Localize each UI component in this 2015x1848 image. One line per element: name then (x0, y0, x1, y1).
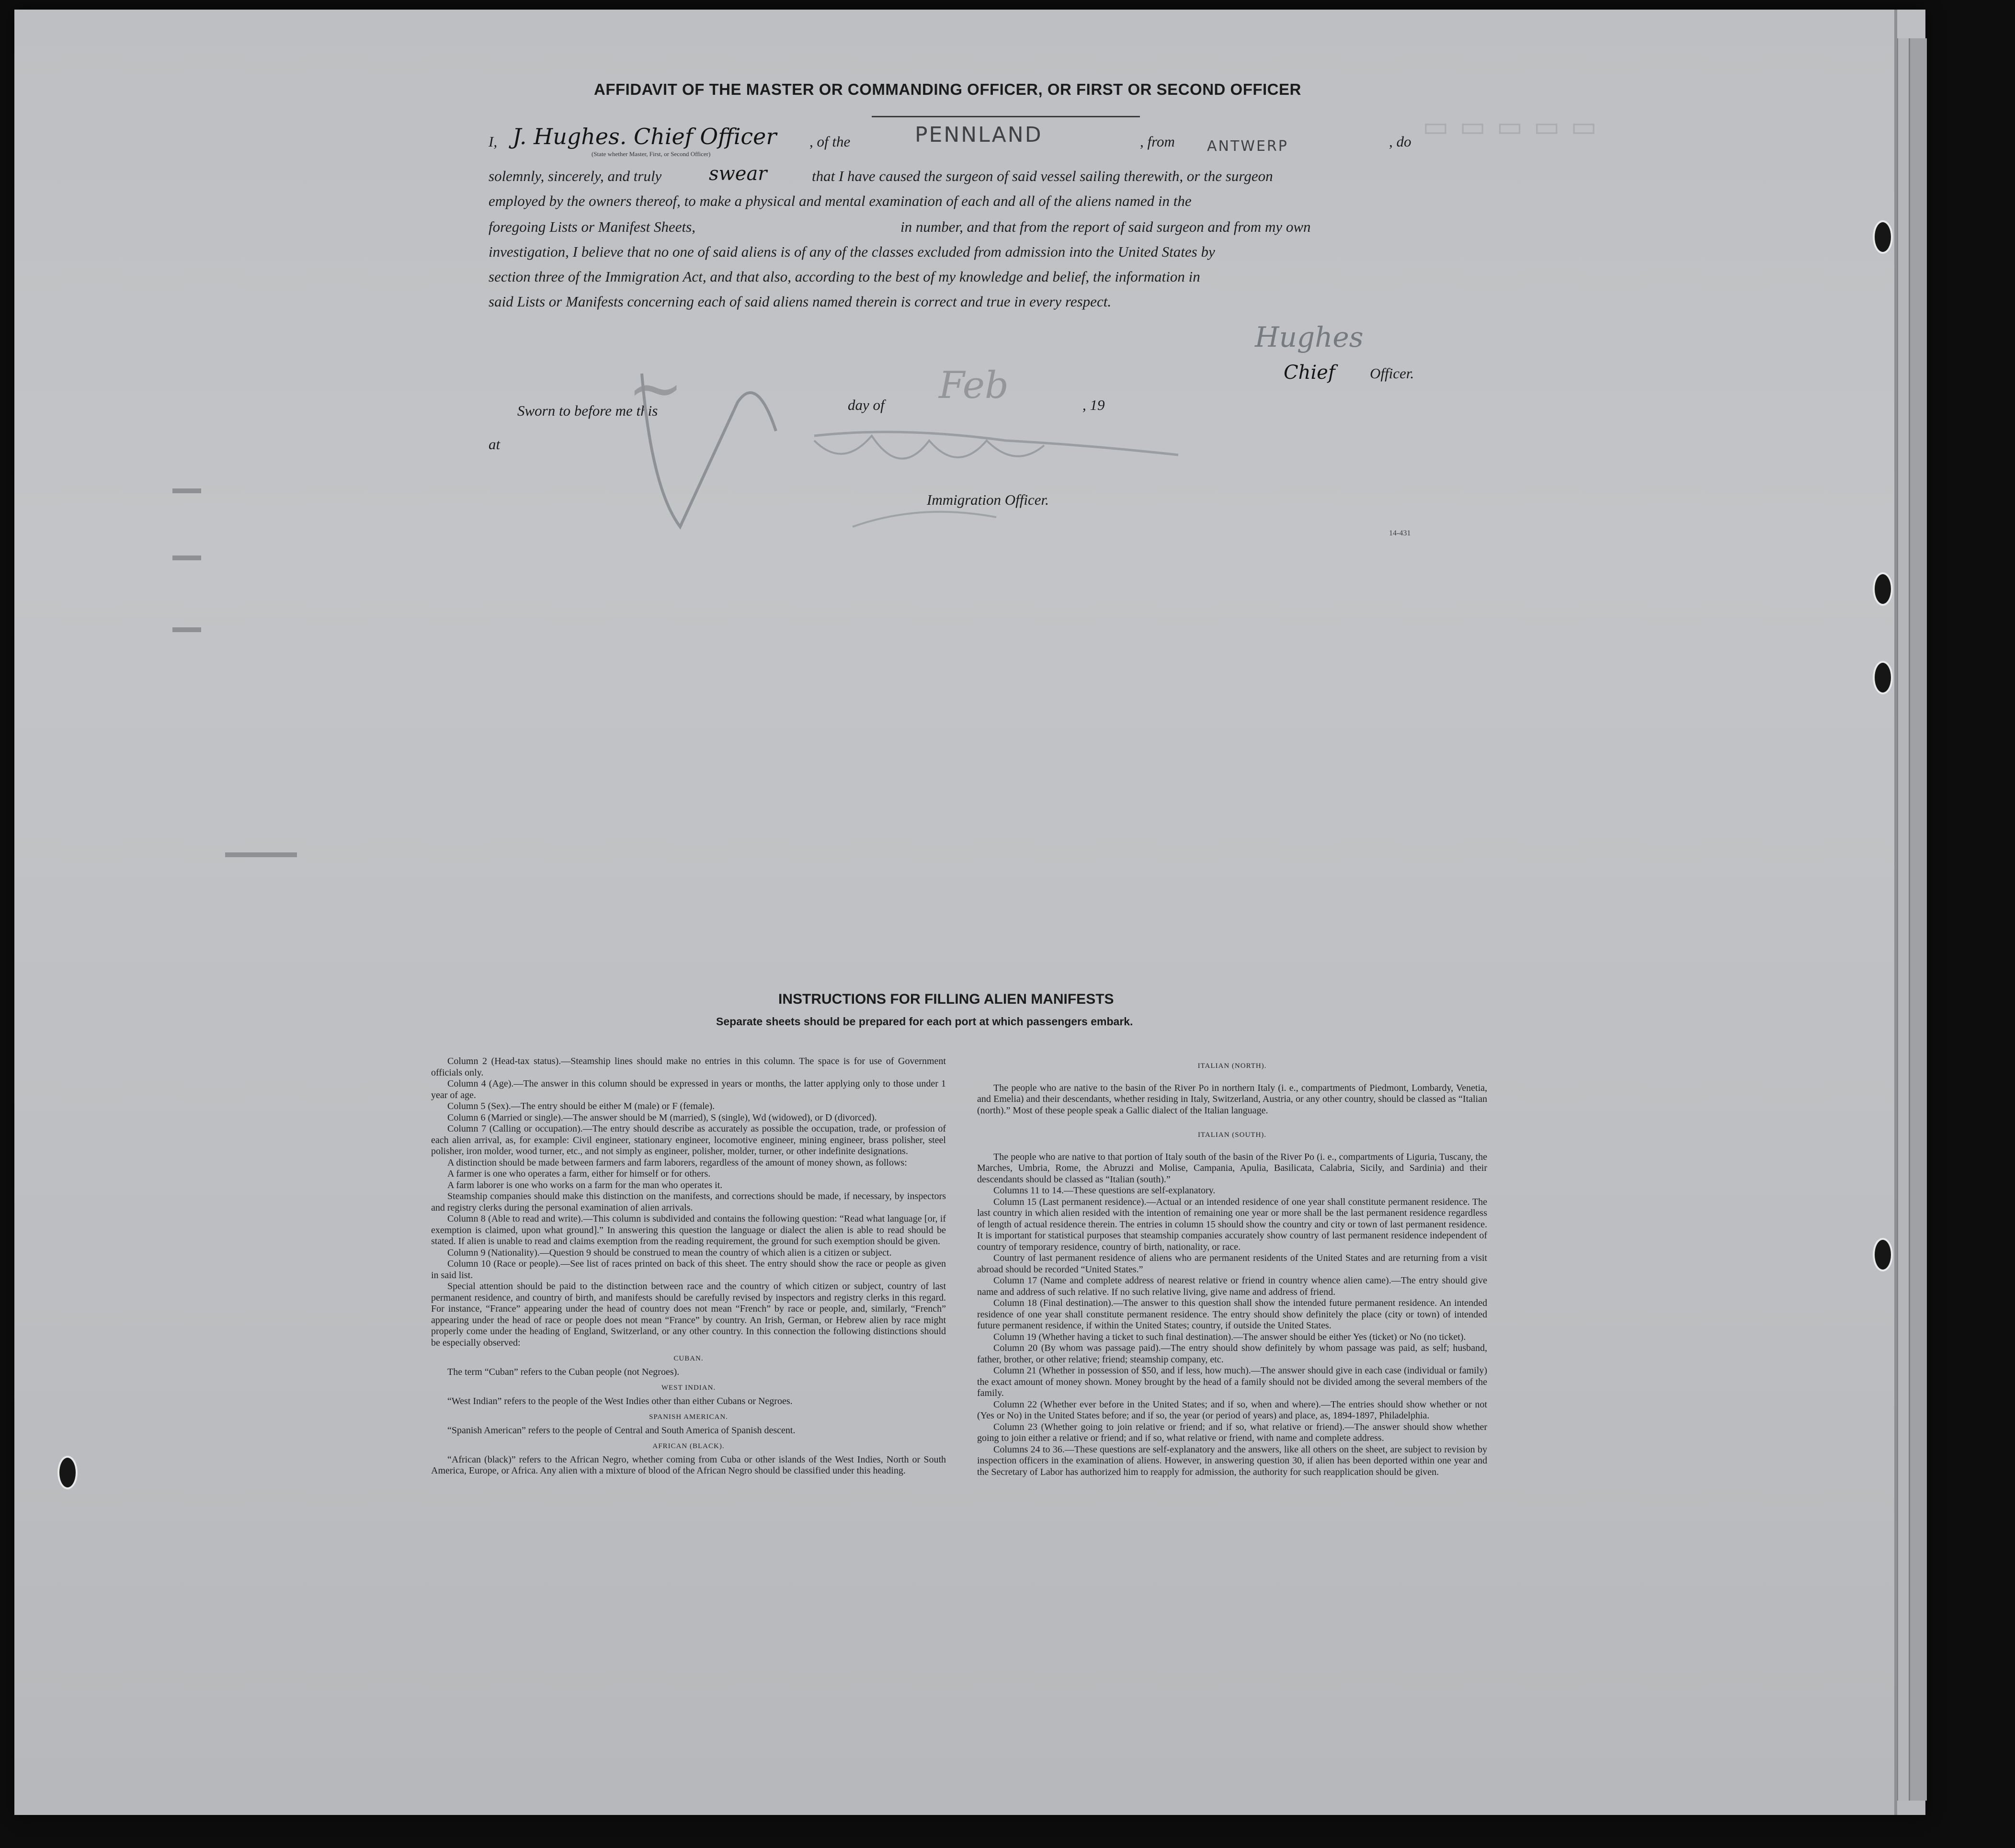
affidavit-line-7: said Lists or Manifests concerning each of said aliens named therein is correct and true in every respect. (489, 293, 1112, 310)
instr-steamship: Steamship companies should make this distinction on the manifests, and corrections should be made, if necessary, by inspectors and registry clerks during the personal examination of alien arrivals. (431, 1191, 946, 1213)
instr-col24-36: Columns 24 to 36.—These questions are self-explanatory and the answers, like all others on the sheet, are subject to revision by inspection officers in the examination of aliens. However, in answering question 30, if alien has been deported within one year and the Secretary of Labor has authorized him to reapply for admission, the authority for such reapplication should be given. (977, 1444, 1487, 1477)
instructions-left-column (431, 1056, 946, 1477)
instr-col17: Column 17 (Name and complete address of nearest relative or friend in country whence alien came).—The entry should give name and address of such relative. If no such relative living, give name and address of friend. (977, 1275, 1487, 1297)
instr-col22: Column 22 (Whether ever before in the United States; and if so, when and where).—The entries should show whether or not (Yes or No) in the United States before; and if so, the year (or period of years) and place, as, 1894-1897, Philadelphia. (977, 1399, 1487, 1421)
form-number: 14-431 (1389, 529, 1411, 537)
affidavit-line-5: investigation, I believe that no one of said aliens is of any of the classes excluded from admission into the United States by (489, 243, 1215, 260)
bleed-mark (172, 488, 201, 493)
instr-col18: Column 18 (Final destination).—The answer to this question shall show the intended future permanent residence. An intended residence of one year shall constitute permanent residence. The entry should show definitely the place (city or town) of intended future permanent residence, if within the United States; country, if outside the United States. (977, 1298, 1487, 1331)
signer-rank-note: (State whether Master, First, or Second Officer) (592, 150, 711, 158)
signature-rank-handwritten: Chief (1284, 362, 1335, 384)
affidavit-line-4b: in number, and that from the report of said surgeon and from my own (900, 218, 1311, 235)
of-the-label: , of the (809, 133, 851, 150)
instr-spanish-american: “Spanish American” refers to the people of Central and South America of Spanish descent. (447, 1425, 796, 1436)
pencil-scrawl (613, 345, 1236, 594)
heading-west-indian: WEST INDIAN. (661, 1384, 716, 1392)
instr-col6: Column 6 (Married or single).—The answer should be M (married), S (single), Wd (widowed), or D (divorced). (447, 1112, 877, 1123)
instructions-title: INSTRUCTIONS FOR FILLING ALIEN MANIFESTS (778, 991, 1114, 1007)
line2a: solemnly, sincerely, and truly (489, 168, 662, 184)
affidavit-line-2 (489, 168, 661, 185)
instructions-right-column (977, 1056, 1487, 1478)
line2b: that I have caused the surgeon of said vessel sailing therewith, or the surgeon (812, 168, 1273, 184)
title-rule (872, 116, 1140, 117)
month-handwritten: Feb (939, 364, 1009, 407)
officer-signature: Hughes (1255, 321, 1364, 353)
heading-italian-north: ITALIAN (NORTH). (1197, 1062, 1267, 1070)
affidavit-line-4a: foregoing Lists or Manifest Sheets, (489, 218, 695, 235)
instr-col21: Column 21 (Whether in possession of $50, and if less, how much).—The answer should give in each case (individual or family) the exact amount of money shown. Money brought by the head of a family should not be divided among the several members of the family. (977, 1365, 1487, 1398)
binder-hole (1873, 661, 1893, 694)
oath-word-handwritten: swear (709, 163, 767, 185)
affidavit-title: AFFIDAVIT OF THE MASTER OR COMMANDING OFFICER, OR FIRST OR SECOND OFFICER (594, 80, 1301, 98)
instr-col23: Column 23 (Whether going to join relative or friend; and if so, what relative or friend).—The answer should show whether going to join either a relative or friend; and if so, what relative or friend, with name and complete address. (977, 1421, 1487, 1443)
instructions-subtitle: Separate sheets should be prepared for each port at which passengers embark. (716, 1015, 1133, 1028)
heading-cuban: CUBAN. (673, 1355, 704, 1362)
signer-name-handwritten: J. Hughes. Chief Officer (512, 124, 777, 149)
immigration-officer-label: Immigration Officer. (927, 491, 1049, 508)
instr-italian-south: The people who are native to that portion of Italy south of the basin of the River Po (i. e., compartments of Liguria, Tuscany, the Marches, Umbria, Rome, the Abruzzi and Molise, Campania, Apulia, Basilicata, Calabria, Sicily, and Sardinia) and their descendants should be classed as “Italian (south).” (977, 1151, 1487, 1185)
manifest-sheet (14, 10, 1925, 1815)
page-edge-line (1894, 10, 1897, 1815)
instr-col2: Column 2 (Head-tax status).—Steamship lines should make no entries in this column. The space is for use of Government officials only. (431, 1056, 946, 1078)
sworn-label: Sworn to before me this (517, 402, 658, 419)
bleed-mark (172, 627, 201, 632)
instr-race-note: Special attention should be paid to the distinction between race and the country of which citizen or subject, country of last permanent residence, and country of birth, and manifests should be carefully revised by inspectors and registry clerks in this regard. For instance, “France” appearing under the head of country does not mean “French” by race or people, and, similarly, “French” appearing under the head of race or people does not mean “France” by country. An Irish, German, or Hebrew alien by race might properly come under the heading of England, Switzerland, or any other country. In this connection the following distinctions should be especially observed: (431, 1281, 946, 1348)
year-label: , 19 (1082, 397, 1105, 413)
binder-hole (1873, 1238, 1893, 1271)
ship-name-stamp: PENNLAND (915, 123, 1043, 147)
i-prefix: I, (489, 133, 498, 150)
instr-cuban: The term “Cuban” refers to the Cuban people (not Negroes). (447, 1366, 680, 1377)
instr-col15: Column 15 (Last permanent residence).—Actual or an intended residence of one year shall constitute permanent residence. The last country in which alien resided with the intention of remaining one year or more shall be the last permanent residence regardless of length of actual residence therein. The entries in column 15 should show the country and city or town of last permanent residence. It is important for statistical purposes that steamship companies accurately show country of last permanent residence independent of country of temporary residence, country of birth, nationality, or race. (977, 1196, 1487, 1252)
heading-spanish-american: SPANISH AMERICAN. (649, 1413, 728, 1421)
instr-farmer-def: A farmer is one who operates a farm, either for himself or for others. (447, 1168, 711, 1179)
instr-laborer-def: A farm laborer is one who works on a farm for the man who operates it. (447, 1179, 723, 1190)
day-of-label: day of (848, 397, 885, 413)
binder-hole (1873, 572, 1893, 606)
binder-hole (1873, 220, 1893, 254)
heading-italian-south: ITALIAN (SOUTH). (1197, 1131, 1267, 1139)
instr-col9: Column 9 (Nationality).—Question 9 should be construed to mean the country of which alien is a citizen or subject. (447, 1247, 892, 1258)
instr-col10: Column 10 (Race or people).—See list of races printed on back of this sheet. The entry should show the race or people as given in said list. (431, 1258, 946, 1281)
bleed-mark (225, 852, 297, 857)
instr-african: “African (black)” refers to the African Negro, whether coming from Cuba or other islands of the West Indies, North or South America, Europe, or Africa. Any alien with a mixture of blood of the African Negro should be classified under this heading. (431, 1454, 946, 1476)
officer-label: Officer. (1370, 365, 1414, 382)
affidavit-line-6: section three of the Immigration Act, and that also, according to the best of my knowledge and belief, the information in (489, 268, 1200, 285)
day-handwritten-faint: ~ (627, 350, 684, 428)
do-label: , do (1389, 133, 1412, 150)
instr-col11-14: Columns 11 to 14.—These questions are self-explanatory. (993, 1185, 1216, 1196)
instr-col5: Column 5 (Sex).—The entry should be either M (male) or F (female). (447, 1101, 715, 1111)
at-label: at (489, 436, 501, 453)
bleed-through-text: ▭ ▭ ▭ ▭ ▭ (1423, 111, 1599, 142)
instr-farmers: A distinction should be made between farmers and farm laborers, regardless of the amount of money shown, as follows: (447, 1157, 907, 1168)
from-label: , from (1140, 133, 1175, 150)
port-stamp: ANTWERP (1207, 138, 1288, 155)
instr-col7: Column 7 (Calling or occupation).—The entry should describe as accurately as possible the occupation, trade, or profession of each alien arrival, as, for example: Civil engineer, stationary engineer, locomotive engineer, mining engineer, brass polisher, steel polisher, iron molder, wood turner, etc., and not simply as engineer, polisher, molder, turner, or other indefinite designations. (431, 1123, 946, 1156)
instr-col8: Column 8 (Able to read and write).—This column is subdivided and contains the following question: “Read what language [or, if exemption is claimed, upon what ground].” In answering this question the language or dialect the alien is able to read should be stated. If alien is unable to read and claims exemption from the reading requirement, the ground for such exemption should be given. (431, 1213, 946, 1247)
instr-west-indian: “West Indian” refers to the people of the West Indies other than either Cubans or Negroes. (447, 1395, 793, 1406)
heading-african: AFRICAN (BLACK). (652, 1442, 725, 1450)
instr-col19: Column 19 (Whether having a ticket to such final destination).—The answer should be either Yes (ticket) or No (no ticket). (993, 1331, 1466, 1342)
instr-col20: Column 20 (By whom was passage paid).—The entry should show definitely by whom passage was paid, as self; husband, father, brother, or other relative; friend; steamship company, etc. (977, 1343, 1487, 1365)
instr-col4: Column 4 (Age).—The answer in this column should be expressed in years or months, the latter applying only to those under 1 year of age. (431, 1078, 946, 1100)
affidavit-line-1 (489, 133, 497, 150)
instr-italian-north: The people who are native to the basin of the River Po in northern Italy (i. e., compartments of Piedmont, Lombardy, Venetia, and Emelia) and their descendants, whether residing in Italy, Switzerland, Austria, or any other country, should be classed as “Italian (north).” Most of these people speak a Gallic dialect of the Italian language. (977, 1082, 1487, 1116)
bleed-mark (172, 556, 201, 560)
page-edge (1909, 38, 1927, 1801)
affidavit-line-3: employed by the owners thereof, to make a physical and mental examination of each and all of the aliens named in the (489, 193, 1192, 209)
instr-us-residents: Country of last permanent residence of aliens who are permanent residents of the United States and are returning from a visit abroad should be recorded “United States.” (977, 1253, 1487, 1275)
binder-hole (57, 1456, 78, 1489)
